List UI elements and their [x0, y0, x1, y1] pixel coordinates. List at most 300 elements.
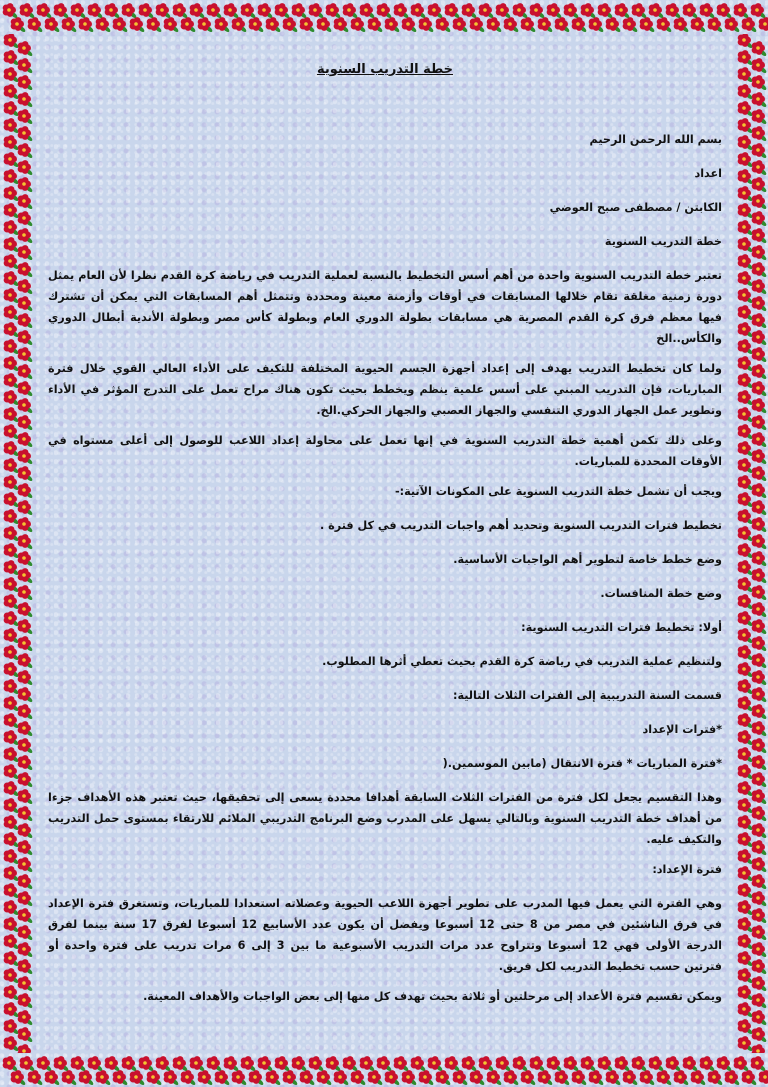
flower-icon — [738, 169, 754, 185]
flower-icon — [752, 432, 768, 448]
flower-icon — [752, 415, 768, 431]
flower-icon — [4, 628, 20, 644]
flower-icon — [181, 17, 197, 33]
flower-icon — [445, 3, 461, 19]
flower-icon — [4, 509, 20, 525]
flower-icon — [18, 1010, 34, 1026]
flower-icon — [752, 908, 768, 924]
flower-icon — [555, 17, 571, 33]
flower-icon — [18, 585, 34, 601]
flower-icon — [164, 17, 180, 33]
flower-icon — [752, 653, 768, 669]
flower-icon — [738, 1002, 754, 1018]
flower-icon — [700, 1056, 716, 1072]
flower-icon — [738, 781, 754, 797]
paragraph: وعلى ذلك تكمن أهمية خطة التدريب السنوية في إنها تعمل على محاولة إعداد اللاعب للوصول إلى أعلى مستواه في الأوقات المحددة للمباريات. — [48, 434, 722, 468]
flower-icon — [18, 92, 34, 108]
flower-icon — [419, 17, 435, 33]
flower-icon — [18, 58, 34, 74]
flower-icon — [691, 17, 707, 33]
flower-icon — [4, 169, 20, 185]
paragraph: ولتنظيم عملية التدريب في رياضة كرة القدم بحيث تعطي أثرها المطلوب. — [322, 655, 722, 668]
flower-icon — [752, 619, 768, 635]
flower-icon — [71, 1056, 87, 1072]
flower-icon — [18, 517, 34, 533]
flower-icon — [4, 900, 20, 916]
flower-icon — [674, 17, 690, 33]
flower-icon — [538, 1070, 554, 1086]
flower-icon — [18, 143, 34, 159]
flower-icon — [130, 1070, 146, 1086]
flower-icon — [738, 186, 754, 202]
flower-icon — [18, 381, 34, 397]
flower-icon — [18, 789, 34, 805]
flower-icon — [360, 3, 376, 19]
flower-icon — [300, 1070, 316, 1086]
subheading: أولا: تخطيط فترات التدريب السنوية: — [521, 621, 722, 634]
paragraph: ولما كان تخطيط التدريب يهدف إلى إعداد أجهزة الجسم الحيوية المختلفة للتكيف على الأداء العالي القوي خلال فترة المباريات، فإن التدريب المبني على أسس علمية ينظم ويخطط بحيث تكون هناك مراح تعمل على التدرج المؤثر في الأداء وتطوير عمل الجهاز الدوري التنفسي والجهاز العصبي والجهاز الحركي.الخ. — [48, 362, 722, 417]
flower-icon — [4, 441, 20, 457]
flower-icon — [4, 611, 20, 627]
flower-icon — [717, 1056, 733, 1072]
flower-icon — [4, 951, 20, 967]
flower-icon — [351, 17, 367, 33]
flower-icon — [71, 3, 87, 19]
flower-icon — [752, 704, 768, 720]
flower-icon — [738, 288, 754, 304]
flower-icon — [615, 3, 631, 19]
flower-icon — [18, 721, 34, 737]
flower-icon — [4, 356, 20, 372]
author-line: الكابتن / مصطفى صبح العوضي — [549, 201, 722, 214]
flower-icon — [147, 1070, 163, 1086]
flower-icon — [504, 1070, 520, 1086]
flower-icon — [725, 1070, 741, 1086]
flower-icon — [241, 3, 257, 19]
flower-icon — [4, 713, 20, 729]
flower-icon — [752, 874, 768, 890]
flower-icon — [4, 764, 20, 780]
flower-icon — [18, 772, 34, 788]
flower-icon — [156, 1056, 172, 1072]
flower-icon — [738, 203, 754, 219]
flower-icon — [18, 483, 34, 499]
flower-icon — [11, 17, 27, 33]
flower-icon — [436, 1070, 452, 1086]
flower-icon — [4, 849, 20, 865]
flower-icon — [147, 17, 163, 33]
list-item: *فترة المباريات * فترة الانتقال (مابين الموسمين.( — [442, 757, 722, 770]
flower-icon — [309, 3, 325, 19]
flower-icon — [394, 3, 410, 19]
flower-icon — [752, 772, 768, 788]
prepared-label: اعداد — [694, 167, 722, 180]
flower-icon — [20, 1056, 36, 1072]
flower-icon — [738, 543, 754, 559]
flower-icon — [139, 3, 155, 19]
flower-icon — [738, 968, 754, 984]
flower-icon — [752, 925, 768, 941]
flower-icon — [18, 211, 34, 227]
flower-icon — [198, 17, 214, 33]
flower-icon — [738, 866, 754, 882]
flower-icon — [4, 543, 20, 559]
flower-icon — [215, 17, 231, 33]
flower-icon — [738, 390, 754, 406]
flower-icon — [555, 1070, 571, 1086]
flower-icon — [18, 398, 34, 414]
flower-icon — [207, 3, 223, 19]
flower-icon — [615, 1056, 631, 1072]
flower-icon — [4, 203, 20, 219]
flower-icon — [4, 135, 20, 151]
flower-icon — [360, 1056, 376, 1072]
flower-icon — [752, 211, 768, 227]
flower-icon — [752, 347, 768, 363]
flower-icon — [738, 560, 754, 576]
flower-icon — [4, 339, 20, 355]
subheading: فترة الإعداد: — [652, 863, 722, 876]
flower-icon — [300, 17, 316, 33]
flower-icon — [428, 3, 444, 19]
flower-icon — [275, 3, 291, 19]
flower-icon — [521, 17, 537, 33]
flower-icon — [606, 17, 622, 33]
flower-icon — [4, 254, 20, 270]
flower-icon — [266, 1070, 282, 1086]
flower-icon — [4, 577, 20, 593]
flower-icon — [738, 764, 754, 780]
flower-icon — [343, 3, 359, 19]
flower-icon — [725, 17, 741, 33]
flower-icon — [649, 1056, 665, 1072]
flower-icon — [752, 109, 768, 125]
flower-icon — [752, 41, 768, 57]
flower-icon — [738, 611, 754, 627]
flower-icon — [368, 1070, 384, 1086]
flower-icon — [292, 1056, 308, 1072]
flower-icon — [79, 1070, 95, 1086]
flower-icon — [428, 1056, 444, 1072]
flower-icon — [513, 1056, 529, 1072]
flower-icon — [752, 755, 768, 771]
flower-icon — [738, 730, 754, 746]
flower-icon — [752, 466, 768, 482]
flower-icon — [752, 75, 768, 91]
flower-icon — [18, 840, 34, 856]
flower-icon — [4, 645, 20, 661]
flower-icon — [18, 619, 34, 635]
flower-icon — [752, 891, 768, 907]
flower-icon — [4, 662, 20, 678]
flower-icon — [18, 687, 34, 703]
flower-icon — [738, 441, 754, 457]
flower-icon — [752, 806, 768, 822]
flower-icon — [738, 373, 754, 389]
flower-icon — [738, 424, 754, 440]
paragraph: ويجب أن تشمل خطة التدريب السنوية على المكونات الآتية:- — [394, 485, 722, 498]
flower-icon — [18, 755, 34, 771]
flower-icon — [4, 968, 20, 984]
flower-icon — [436, 17, 452, 33]
flower-icon — [283, 17, 299, 33]
flower-icon — [752, 245, 768, 261]
flower-icon — [649, 3, 665, 19]
flower-icon — [470, 1070, 486, 1086]
flower-icon — [18, 806, 34, 822]
flower-icon — [708, 1070, 724, 1086]
flower-icon — [752, 942, 768, 958]
flower-icon — [4, 186, 20, 202]
flower-icon — [752, 976, 768, 992]
flower-icon — [752, 449, 768, 465]
flower-icon — [4, 50, 20, 66]
flower-icon — [4, 866, 20, 882]
flower-icon — [738, 254, 754, 270]
flower-icon — [738, 577, 754, 593]
flower-icon — [4, 560, 20, 576]
flower-icon — [674, 1070, 690, 1086]
flower-icon — [752, 840, 768, 856]
flower-icon — [738, 594, 754, 610]
flower-icon — [666, 1056, 682, 1072]
flower-icon — [317, 17, 333, 33]
paragraph: ويمكن تقسيم فترة الأعداد إلى مرحلتين أو ثلاثة بحيث تهدف كل منها إلى بعض الواجبات والأهداف المعينة. — [143, 990, 722, 1003]
flower-icon — [18, 500, 34, 516]
flower-icon — [462, 1056, 478, 1072]
flower-icon — [4, 917, 20, 933]
flower-icon — [173, 3, 189, 19]
flower-icon — [18, 41, 34, 57]
flower-icon — [738, 645, 754, 661]
flower-icon — [4, 220, 20, 236]
flower-icon — [752, 500, 768, 516]
list-item: وضع خطط خاصة لتطوير أهم الواجبات الأساسية. — [453, 553, 722, 566]
flower-icon — [130, 17, 146, 33]
flower-icon — [18, 262, 34, 278]
flower-icon — [752, 551, 768, 567]
flower-icon — [752, 228, 768, 244]
flower-icon — [4, 390, 20, 406]
flower-icon — [738, 662, 754, 678]
flower-icon — [4, 526, 20, 542]
flower-icon — [738, 237, 754, 253]
flower-icon — [4, 815, 20, 831]
flower-icon — [479, 1056, 495, 1072]
flower-icon — [738, 492, 754, 508]
flower-icon — [752, 857, 768, 873]
flower-icon — [18, 1027, 34, 1043]
flower-icon — [18, 160, 34, 176]
flower-icon — [18, 551, 34, 567]
flower-icon — [4, 730, 20, 746]
flower-icon — [122, 3, 138, 19]
flower-icon — [4, 237, 20, 253]
flower-icon — [3, 3, 19, 19]
flower-icon — [496, 3, 512, 19]
flower-icon — [241, 1056, 257, 1072]
flower-icon — [538, 17, 554, 33]
flower-icon — [752, 993, 768, 1009]
flower-icon — [738, 713, 754, 729]
flower-icon — [18, 534, 34, 550]
flower-icon — [752, 1044, 768, 1053]
flower-icon — [156, 3, 172, 19]
flower-icon — [4, 475, 20, 491]
flower-icon — [207, 1056, 223, 1072]
flower-icon — [4, 305, 20, 321]
flower-icon — [419, 1070, 435, 1086]
paragraph: وهي الفترة التي يعمل فيها المدرب على تطوير أجهزة اللاعب الحيوية وعضلاته استعدادا للمباريات، وتستغرق فترة الإعداد في فرق الناشئين في مصر من 8 حتى 12 أسبوعا ويفضل أن يكون عدد الأسابيع 12 أسبوعا لفرق 17 سنة بينما لفرق الدرجة الأولى فهي 12 أسبوعا وتتراوح عدد مرات التدريب الأسبوعية ما بين 3 إلى 6 مرات تدريب على فترة واحدة أو فترتين حسب تخطيط التدريب لكل فريق. — [48, 897, 722, 973]
flower-icon — [752, 160, 768, 176]
flower-icon — [411, 3, 427, 19]
flower-icon — [113, 1070, 129, 1086]
flower-icon — [385, 17, 401, 33]
flower-icon — [470, 17, 486, 33]
flower-icon — [738, 135, 754, 151]
flower-icon — [752, 959, 768, 975]
flower-icon — [18, 704, 34, 720]
flower-icon — [4, 934, 20, 950]
flower-icon — [752, 296, 768, 312]
flower-icon — [18, 449, 34, 465]
flower-icon — [88, 3, 104, 19]
flower-icon — [4, 84, 20, 100]
flower-icon — [224, 3, 240, 19]
flower-icon — [564, 1056, 580, 1072]
flower-icon — [738, 339, 754, 355]
flower-icon — [738, 67, 754, 83]
flower-icon — [738, 458, 754, 474]
flower-icon — [45, 1070, 61, 1086]
flower-icon — [292, 3, 308, 19]
flower-icon — [18, 738, 34, 754]
flower-icon — [738, 798, 754, 814]
flower-icon — [752, 517, 768, 533]
flower-icon — [738, 271, 754, 287]
flower-icon — [181, 1070, 197, 1086]
floral-border-bottom — [0, 1053, 768, 1087]
flower-icon — [738, 1019, 754, 1035]
flower-icon — [487, 1070, 503, 1086]
flower-icon — [18, 653, 34, 669]
floral-border-left — [0, 34, 34, 1053]
flower-icon — [657, 1070, 673, 1086]
flower-icon — [738, 679, 754, 695]
flower-icon — [623, 1070, 639, 1086]
flower-icon — [37, 1056, 53, 1072]
flower-icon — [759, 17, 768, 33]
flower-icon — [4, 34, 20, 49]
flower-icon — [738, 526, 754, 542]
flower-icon — [547, 3, 563, 19]
flower-icon — [18, 279, 34, 295]
flower-icon — [530, 1056, 546, 1072]
flower-icon — [18, 313, 34, 329]
flower-icon — [752, 126, 768, 142]
flower-icon — [402, 1070, 418, 1086]
flower-icon — [249, 17, 265, 33]
flower-icon — [752, 585, 768, 601]
flower-icon — [411, 1056, 427, 1072]
flower-icon — [20, 3, 36, 19]
flower-icon — [4, 118, 20, 134]
flower-icon — [581, 3, 597, 19]
basmala: بسم الله الرحمن الرحيم — [589, 133, 722, 146]
flower-icon — [402, 17, 418, 33]
flower-icon — [752, 1010, 768, 1026]
flower-icon — [742, 1070, 758, 1086]
floral-border-top — [0, 0, 768, 34]
flower-icon — [4, 67, 20, 83]
flower-icon — [18, 109, 34, 125]
flower-icon — [751, 3, 767, 19]
flower-icon — [738, 322, 754, 338]
flower-icon — [657, 17, 673, 33]
flower-icon — [640, 17, 656, 33]
flower-icon — [606, 1070, 622, 1086]
flower-icon — [752, 721, 768, 737]
flower-icon — [752, 823, 768, 839]
paragraph: وهذا التقسيم يجعل لكل فترة من الفترات الثلاث السابقة أهدافا محددة يسعى إلى تحقيقها، حيث تعتبر هذه الأهداف جزءا من أهداف خطة التدريب السنوية وبالتالي يسهل على المدرب وضع البرنامج التدريبي الملائم للارتقاء بمستوى حمل التدريب والتكيف عليه. — [48, 791, 722, 846]
flower-icon — [4, 288, 20, 304]
flower-icon — [4, 679, 20, 695]
flower-icon — [3, 1056, 19, 1072]
flower-icon — [700, 3, 716, 19]
flower-icon — [18, 1044, 34, 1053]
flower-icon — [738, 900, 754, 916]
flower-icon — [752, 534, 768, 550]
flower-icon — [717, 3, 733, 19]
flower-icon — [752, 789, 768, 805]
flower-icon — [708, 17, 724, 33]
flower-icon — [54, 3, 70, 19]
flower-icon — [640, 1070, 656, 1086]
flower-icon — [4, 271, 20, 287]
flower-icon — [623, 17, 639, 33]
flower-icon — [18, 568, 34, 584]
flower-icon — [4, 424, 20, 440]
flower-icon — [4, 985, 20, 1001]
flower-icon — [547, 1056, 563, 1072]
flower-icon — [385, 1070, 401, 1086]
flower-icon — [377, 3, 393, 19]
flower-icon — [4, 781, 20, 797]
flower-icon — [283, 1070, 299, 1086]
flower-icon — [18, 942, 34, 958]
flower-icon — [487, 17, 503, 33]
list-item: *فترات الإعداد — [642, 723, 722, 736]
flower-icon — [18, 891, 34, 907]
flower-icon — [521, 1070, 537, 1086]
flower-icon — [589, 1070, 605, 1086]
flower-icon — [18, 364, 34, 380]
flower-icon — [18, 636, 34, 652]
flower-icon — [377, 1056, 393, 1072]
flower-icon — [343, 1056, 359, 1072]
flower-icon — [738, 747, 754, 763]
flower-icon — [738, 883, 754, 899]
flower-icon — [18, 228, 34, 244]
flower-icon — [173, 1056, 189, 1072]
flower-icon — [738, 407, 754, 423]
flower-icon — [752, 483, 768, 499]
document-page — [48, 56, 722, 1046]
flower-icon — [683, 1056, 699, 1072]
flower-icon — [18, 993, 34, 1009]
flower-icon — [738, 356, 754, 372]
flower-icon — [232, 17, 248, 33]
